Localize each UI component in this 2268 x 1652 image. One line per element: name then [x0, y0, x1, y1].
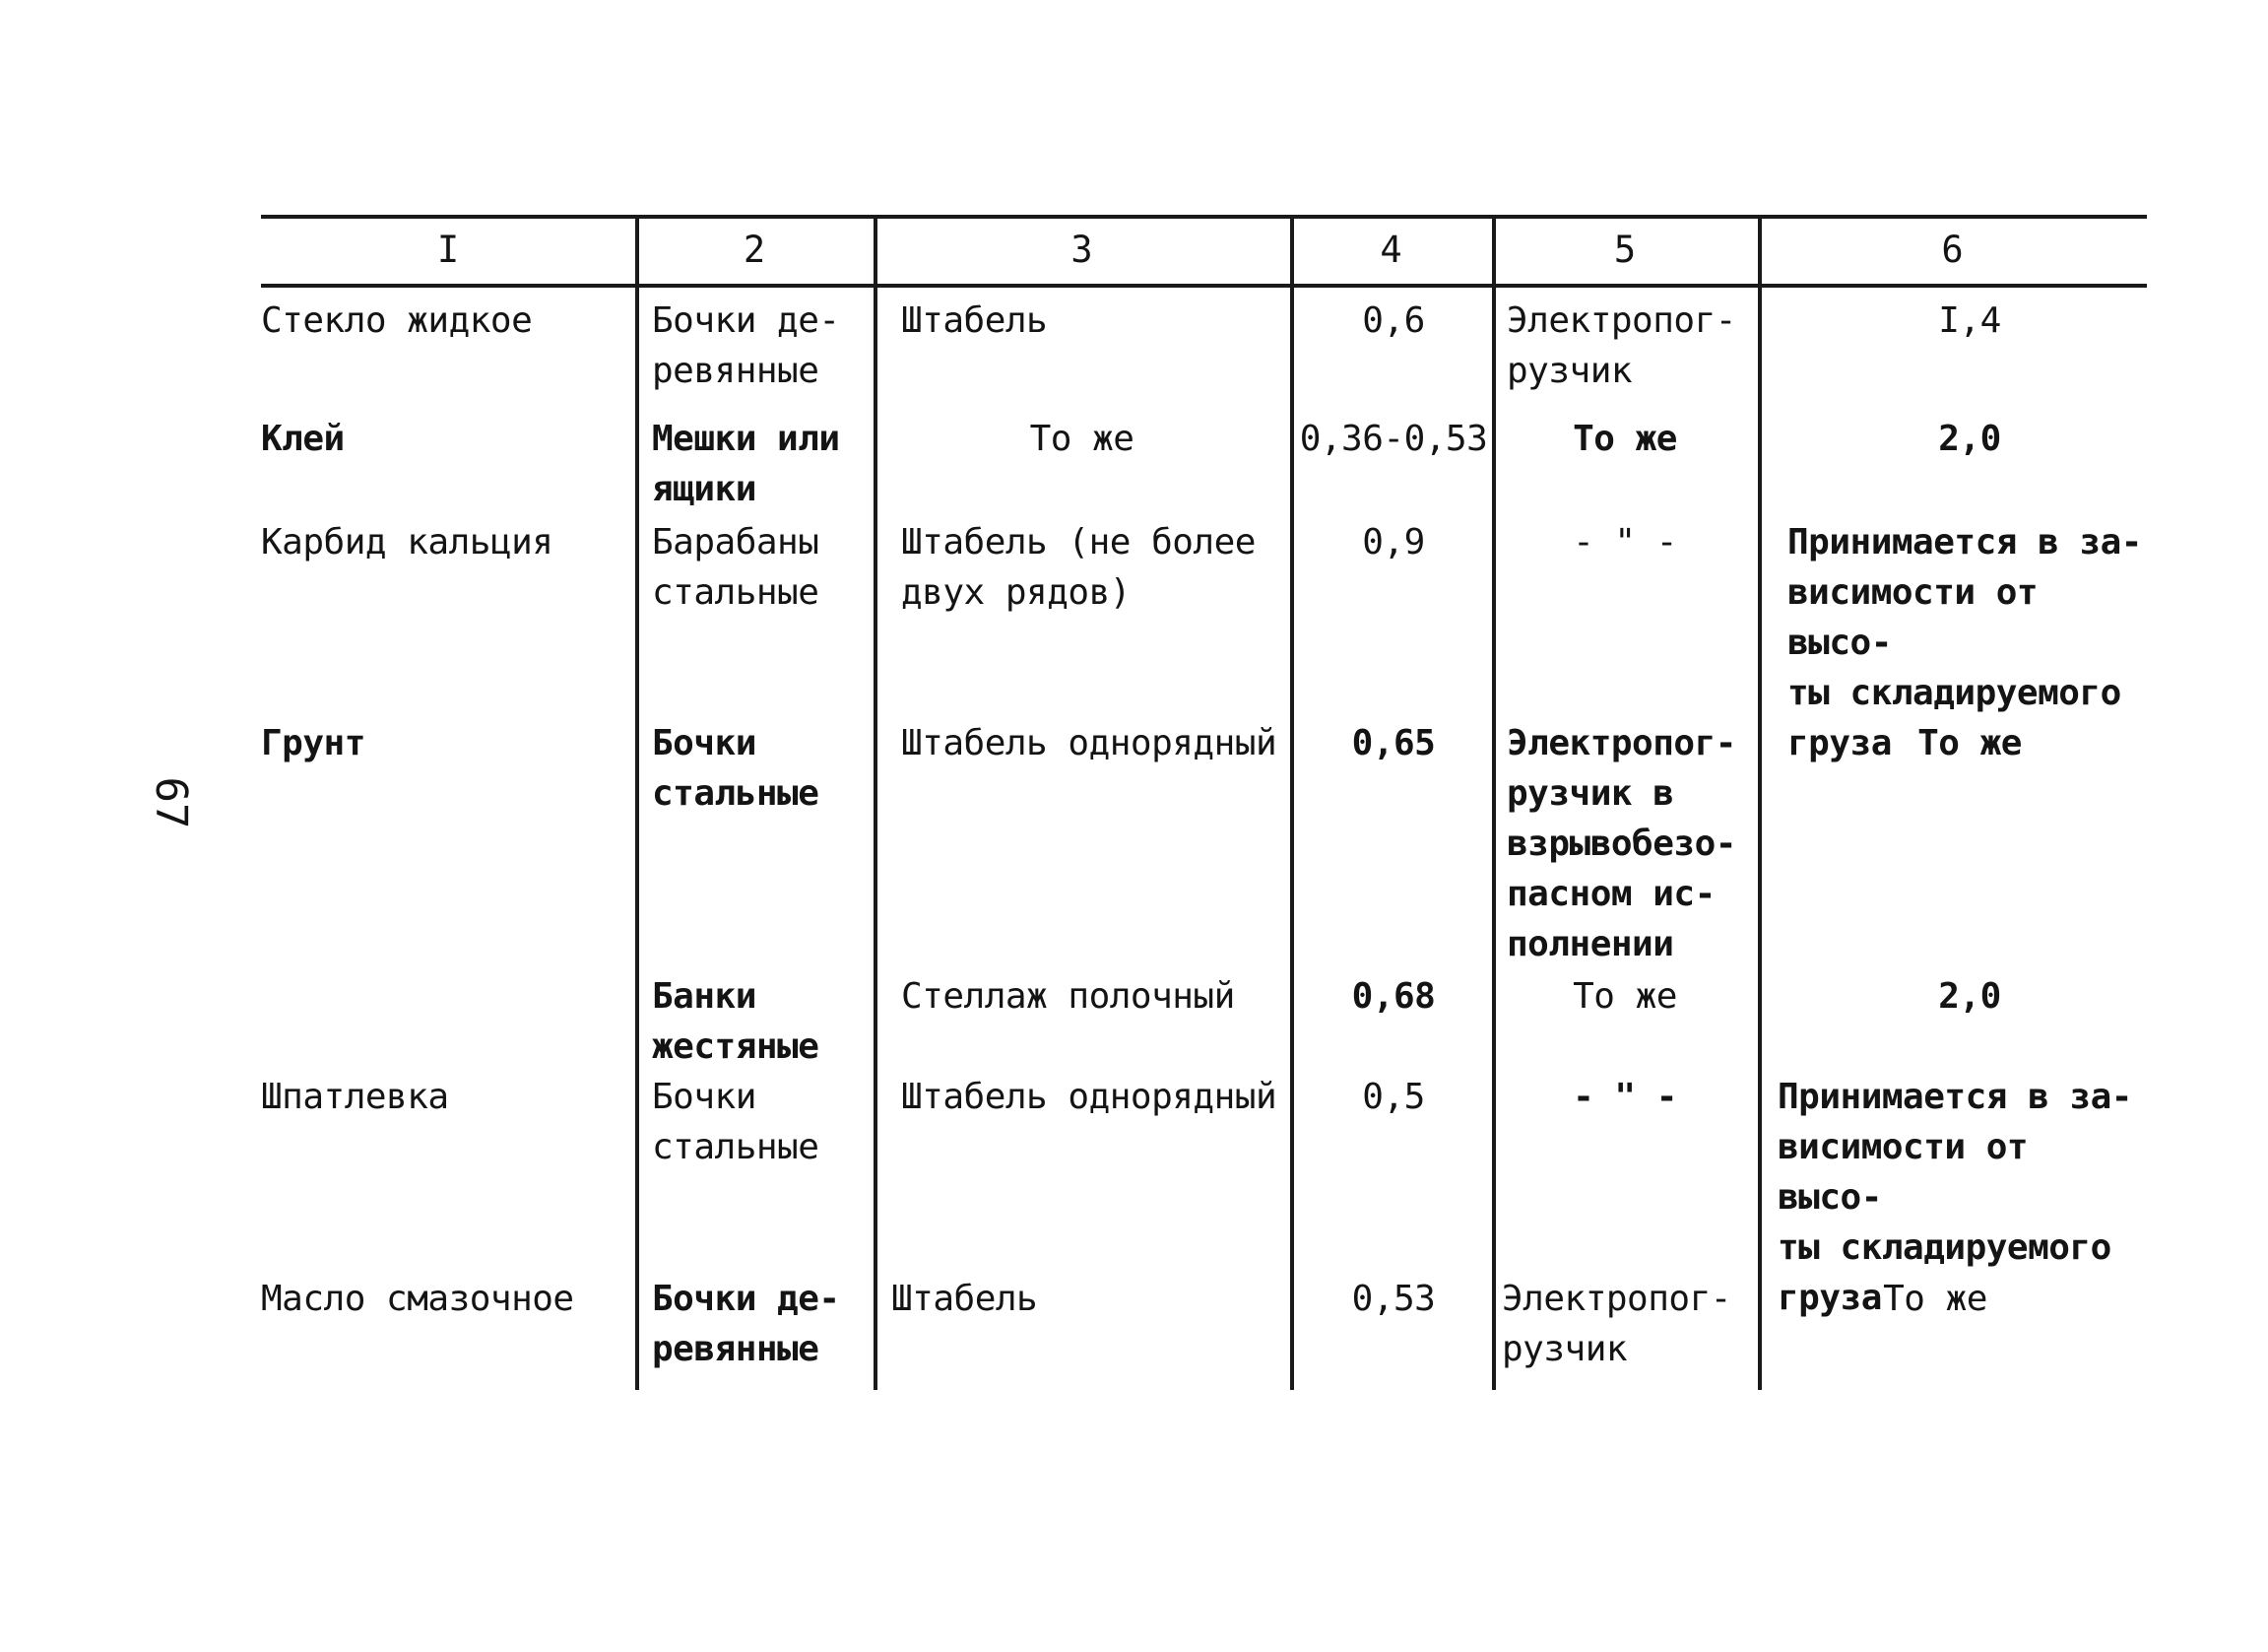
row-6-storage: Штабель однорядный	[901, 1077, 1277, 1117]
row-7-material: Масло смазочное	[261, 1279, 574, 1319]
row-5-equipment: То же	[1573, 976, 1677, 1017]
storage-table	[261, 215, 2147, 1390]
row-7-container: Бочки де- ревянные	[652, 1279, 840, 1369]
row-4-value: 0,65	[1351, 723, 1436, 763]
row-4-note: То же	[1917, 723, 2022, 763]
row-2-value: 0,36-0,53	[1299, 419, 1488, 459]
row-2-container: Мешки или ящики	[652, 419, 840, 509]
row-3-value: 0,9	[1362, 522, 1425, 562]
row-6-value: 0,5	[1362, 1077, 1425, 1117]
row-1-value: 0,6	[1362, 300, 1425, 341]
column-header-4: 4	[1380, 229, 1402, 271]
row-1-material: Стекло жидкое	[261, 300, 533, 341]
column-divider-3	[1290, 215, 1294, 1390]
column-header-2: 2	[743, 229, 766, 271]
column-header-5: 5	[1613, 229, 1637, 271]
table-header-rule	[261, 284, 2147, 288]
row-4-storage: Штабель однорядный	[901, 723, 1277, 763]
row-5-note: 2,0	[1938, 976, 2001, 1017]
row-2-material: Клей	[261, 419, 345, 459]
row-3-container: Барабаны стальные	[652, 522, 819, 613]
row-1-container: Бочки де- ревянные	[652, 300, 840, 391]
row-4-material: Грунт	[261, 723, 365, 763]
row-7-note: То же	[1883, 1279, 1987, 1319]
row-5-value: 0,68	[1351, 976, 1436, 1017]
column-divider-2	[874, 215, 877, 1390]
row-3-equipment: - " -	[1573, 522, 1677, 562]
page-number: 67	[146, 776, 196, 829]
row-5-storage: Стеллаж полочный	[901, 976, 1235, 1017]
table-top-rule	[261, 215, 2147, 219]
column-header-3: 3	[1070, 229, 1093, 271]
column-header-6: 6	[1941, 229, 1964, 271]
row-6-equipment: - " -	[1573, 1077, 1677, 1117]
row-7-storage: Штабель	[891, 1279, 1038, 1319]
row-3-storage: Штабель (не более двух рядов)	[901, 522, 1256, 613]
row-1-storage: Штабель	[901, 300, 1048, 341]
row-7-equipment: Электропог- рузчик	[1502, 1279, 1731, 1369]
row-6-material: Шпатлевка	[261, 1077, 449, 1117]
column-divider-5	[1758, 215, 1762, 1390]
row-2-storage: То же	[1029, 419, 1134, 459]
row-2-note: 2,0	[1938, 419, 2001, 459]
row-3-note: Принимается в за- висимости от высо- ты складируемого груза	[1787, 522, 2142, 763]
row-7-value: 0,53	[1351, 1279, 1436, 1319]
column-divider-1	[635, 215, 639, 1390]
row-6-note: Принимается в за- висимости от высо- ты складируемого груза	[1778, 1077, 2132, 1318]
row-1-note: I,4	[1938, 300, 2001, 341]
row-1-equipment: Электропог- рузчик	[1507, 300, 1736, 391]
row-4-container: Бочки стальные	[652, 723, 819, 814]
column-divider-4	[1492, 215, 1496, 1390]
row-6-container: Бочки стальные	[652, 1077, 819, 1167]
row-5-container: Банки жестяные	[652, 976, 819, 1067]
column-header-1: I	[436, 229, 460, 271]
row-4-equipment: Электропог- рузчик в взрывобезо- пасном ис- полнении	[1507, 723, 1736, 964]
row-3-material: Карбид кальция	[261, 522, 553, 562]
row-2-equipment: То же	[1573, 419, 1677, 459]
